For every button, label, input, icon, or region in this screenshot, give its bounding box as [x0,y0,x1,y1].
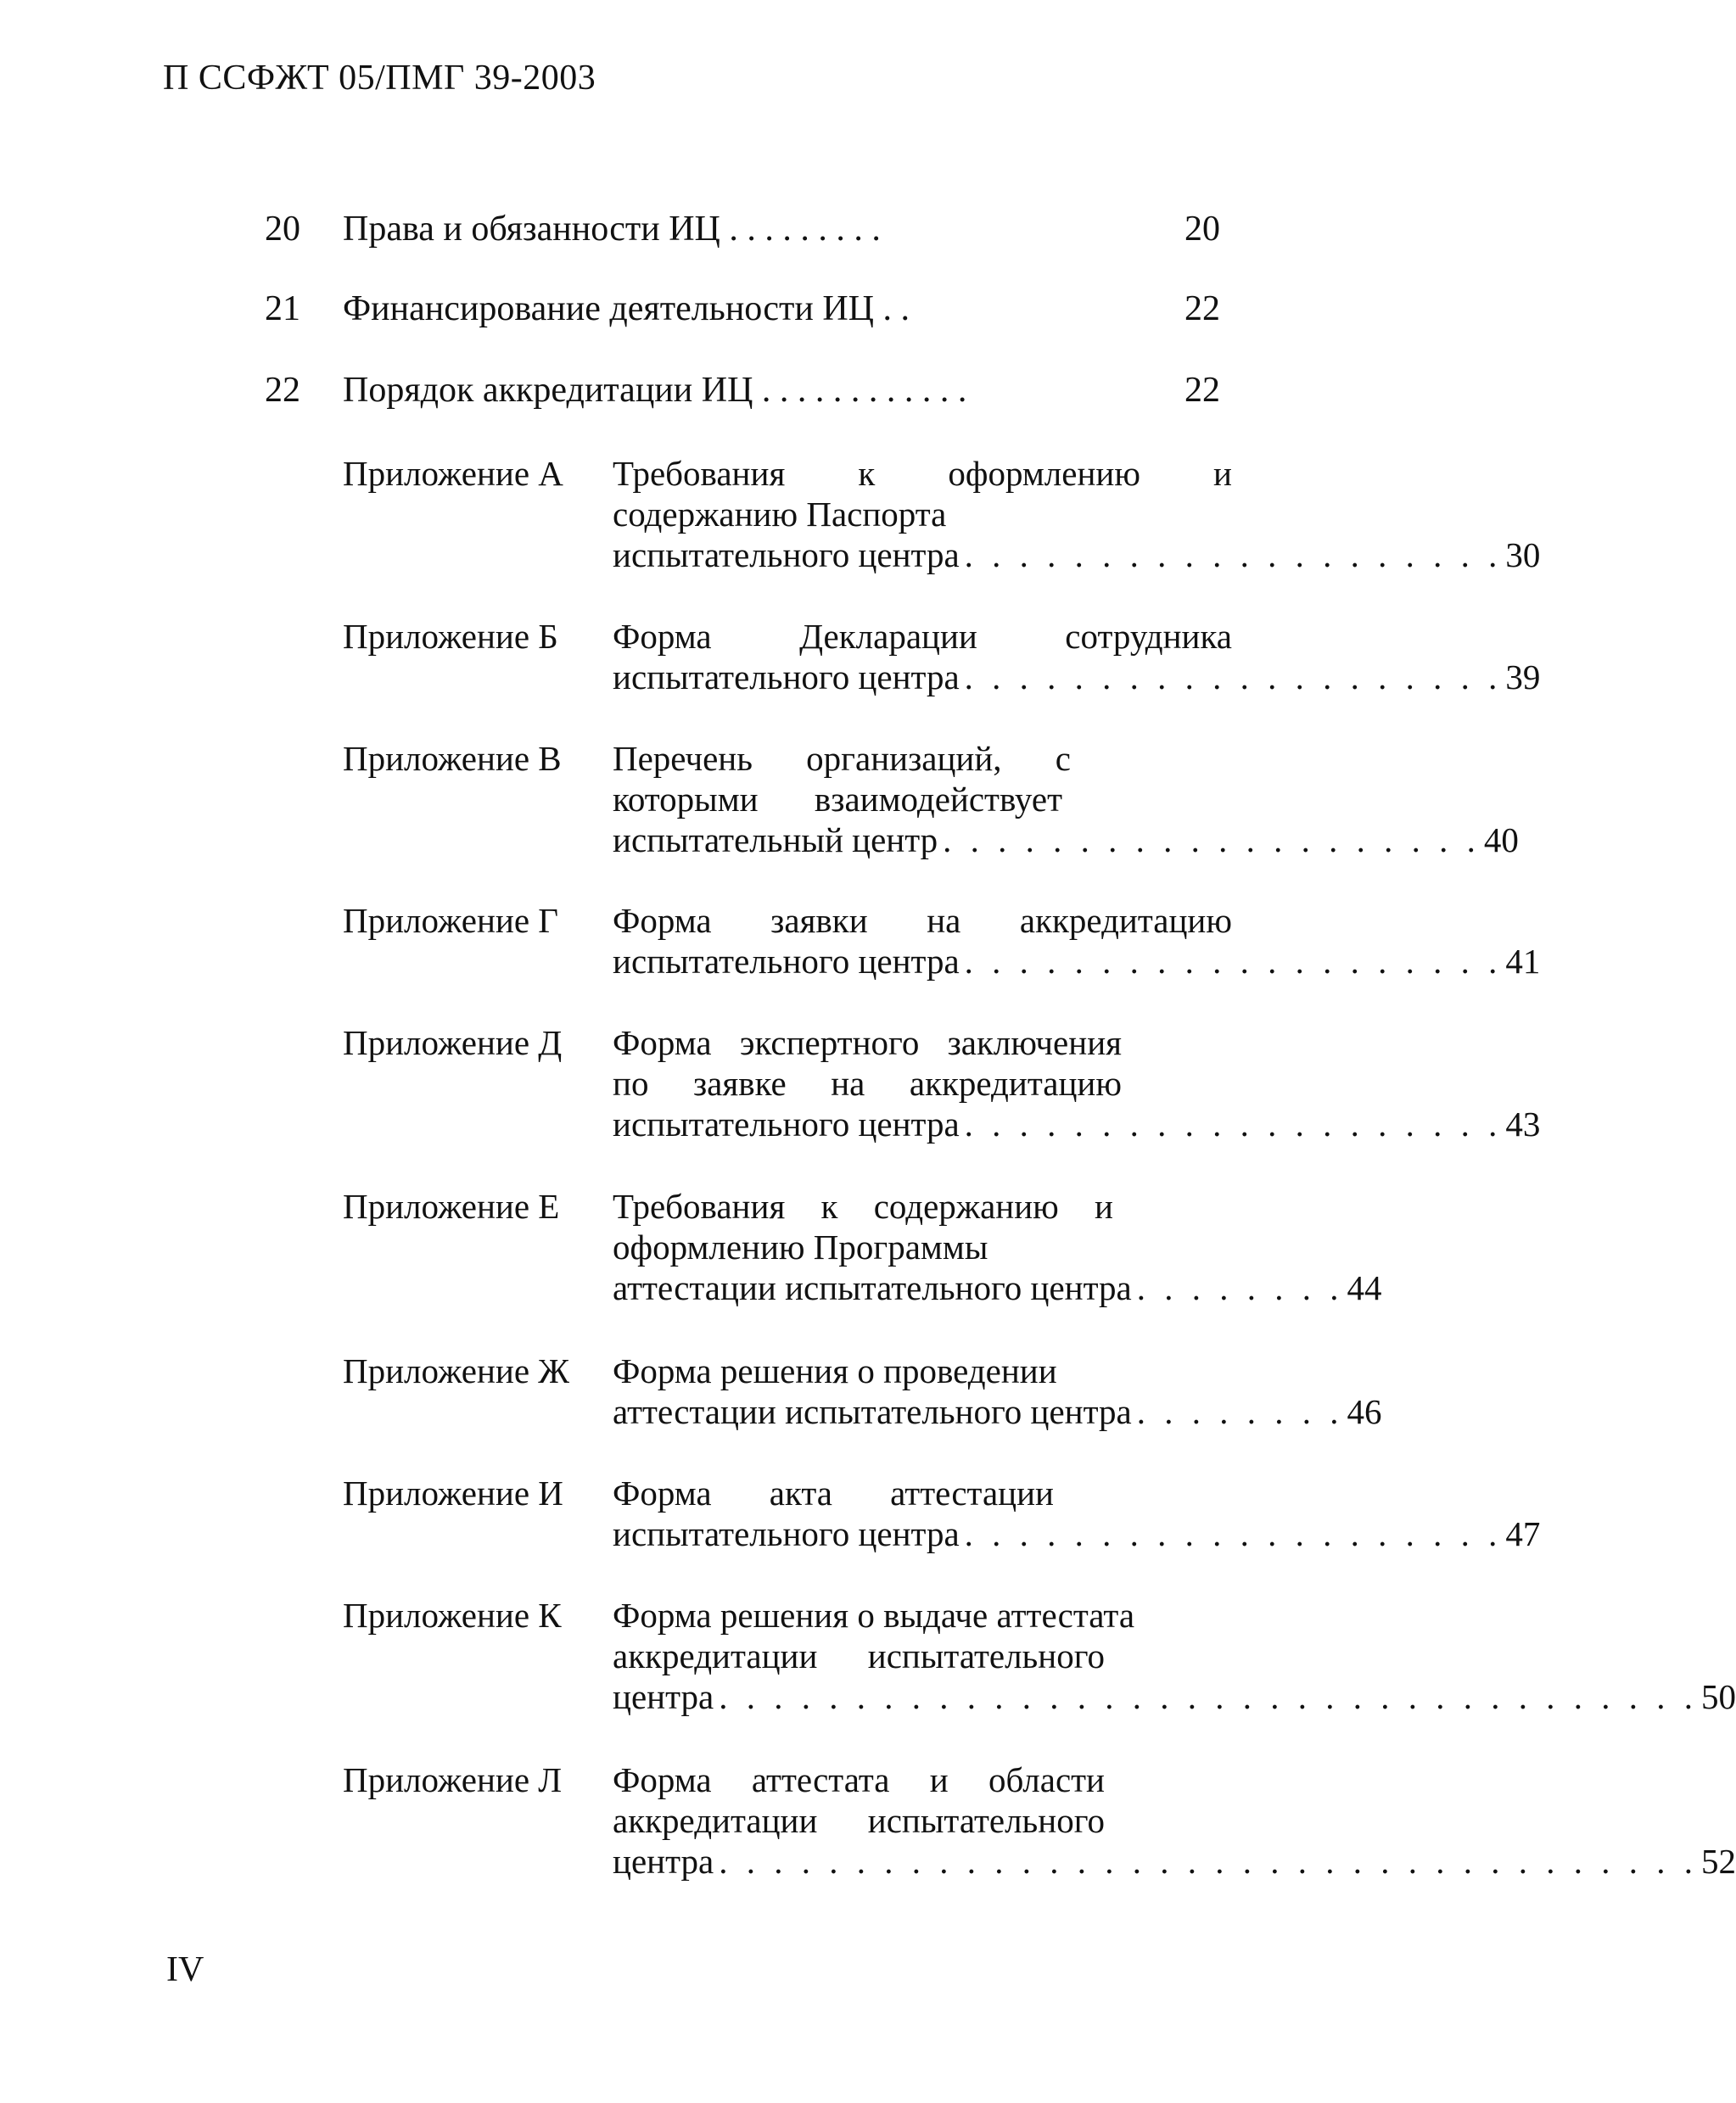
appendix-page: 52 [1700,1842,1736,1881]
appendix-title-line: Форма акта аттестации [613,1474,1054,1513]
appendix-title-line: аттестации испытательного центра [613,1392,1132,1431]
appendix-title [613,1186,1382,1308]
appendix-title-line: центра [613,1677,714,1716]
appendix-title [613,616,1541,697]
appendix-title-line: аккредитации испытательного [613,1636,1105,1675]
section-page: 20 [1184,210,1220,249]
appendix-title-line: Форма заявки на аккредитацию [613,901,1232,940]
toc-section-row [0,209,1453,260]
appendix-title [613,738,1519,860]
section-title: Порядок аккредитации ИЦ . . . . . . . . . . . . [343,371,967,410]
appendix-title [613,453,1541,575]
appendix-title-last-line [613,1391,1382,1432]
section-page: 22 [1184,289,1220,328]
appendix-title [613,1351,1382,1432]
appendix-page: 50 [1700,1677,1736,1716]
appendix-title-line: аттестации испытательного центра [613,1268,1132,1307]
appendix-title-line: Форма решения о выдаче аттестата [613,1596,1135,1635]
appendix-title-line: Форма аттестата и области [613,1760,1105,1799]
appendix-page: 39 [1505,657,1541,696]
appendix-page: 46 [1347,1392,1382,1431]
appendix-title-last-line [613,1267,1382,1308]
section-number: 20 [265,210,300,249]
appendix-title-line: Перечень организаций, с [613,739,1071,778]
appendix-title [613,1473,1541,1554]
appendix-label: Приложение И [343,1474,563,1513]
dot-leader: . . . . . . . . . . . . . . . . . . . . . . . . . . . . . . . . . . . . [719,1842,1698,1881]
appendix-title-line: испытательный центр [613,820,938,859]
dot-leader: . . . . . . . . . . . . . . . . . . . . [964,1105,1503,1144]
appendix-title-last-line [613,819,1519,860]
appendix-title-last-line [613,1104,1541,1144]
appendix-label: Приложение Л [343,1760,563,1799]
appendix-label: Приложение Г [343,901,559,940]
appendix-label: Приложение Б [343,617,558,656]
toc-section-row [0,288,1453,339]
appendix-title-line: которыми взаимодействует [613,780,1062,819]
appendix-title [613,1595,1736,1717]
appendix-title-last-line [613,1676,1736,1717]
appendix-label: Приложение Ж [343,1351,570,1390]
appendix-title-last-line [613,941,1541,982]
appendix-page: 43 [1505,1105,1541,1144]
dot-leader: . . . . . . . . . . . . . . . . . . . . [943,820,1481,859]
section-number: 22 [265,371,300,410]
dot-leader: . . . . . . . . . . . . . . . . . . . . [964,1514,1503,1553]
appendix-title-last-line [613,1841,1736,1882]
appendix-title-line: Форма Декларации сотрудника [613,617,1232,656]
appendix-page: 40 [1483,820,1519,859]
appendix-title [613,1022,1541,1144]
appendix-label: Приложение Д [343,1023,563,1062]
appendix-title-line: испытательного центра [613,657,960,696]
appendix-title-line: содержанию Паспорта [613,495,947,534]
document-code-header: П ССФЖТ 05/ПМГ 39-2003 [163,59,596,98]
appendix-label: Приложение К [343,1596,562,1635]
appendix-title [613,1759,1736,1882]
dot-leader: . . . . . . . . . . . . . . . . . . . . [964,657,1503,696]
appendix-title-line: аккредитации испытательного [613,1801,1105,1840]
appendix-label: Приложение Е [343,1187,560,1226]
appendix-title-line: испытательного центра [613,942,960,981]
page-number: IV [166,1950,204,1989]
appendix-label: Приложение А [343,454,563,493]
appendix-title-last-line [613,657,1541,697]
appendix-title-line: Форма решения о проведении [613,1351,1057,1390]
appendix-title-line: центра [613,1842,714,1881]
section-page: 22 [1184,371,1220,410]
appendix-page: 47 [1505,1514,1541,1553]
appendix-page: 44 [1347,1268,1382,1307]
appendix-title-last-line [613,534,1541,575]
appendix-title-line: по заявке на аккредитацию [613,1064,1122,1103]
appendix-label: Приложение В [343,739,562,778]
appendix-title-line: Форма экспертного заключения [613,1023,1122,1062]
appendix-title-line: испытательного центра [613,535,960,574]
appendix-title-line: Требования к содержанию и [613,1187,1113,1226]
appendix-page: 41 [1505,942,1541,981]
dot-leader: . . . . . . . . [1136,1268,1344,1307]
section-title: Финансирование деятельности ИЦ . . [343,289,910,328]
dot-leader: . . . . . . . . . . . . . . . . . . . . [964,942,1503,981]
appendix-page: 30 [1505,535,1541,574]
section-title: Права и обязанности ИЦ . . . . . . . . . [343,210,881,249]
section-number: 21 [265,289,300,328]
dot-leader: . . . . . . . . [1136,1392,1344,1431]
appendix-title [613,900,1541,982]
dot-leader: . . . . . . . . . . . . . . . . . . . . . . . . . . . . . . . . . . . . [719,1677,1698,1716]
appendix-title-line: испытательного центра [613,1105,960,1144]
dot-leader: . . . . . . . . . . . . . . . . . . . . [964,535,1503,574]
appendix-title-line: оформлению Программы [613,1228,988,1267]
toc-section-row [0,370,1453,421]
appendix-title-last-line [613,1513,1541,1554]
appendix-title-line: Требования к оформлению и [613,454,1232,493]
appendix-title-line: испытательного центра [613,1514,960,1553]
